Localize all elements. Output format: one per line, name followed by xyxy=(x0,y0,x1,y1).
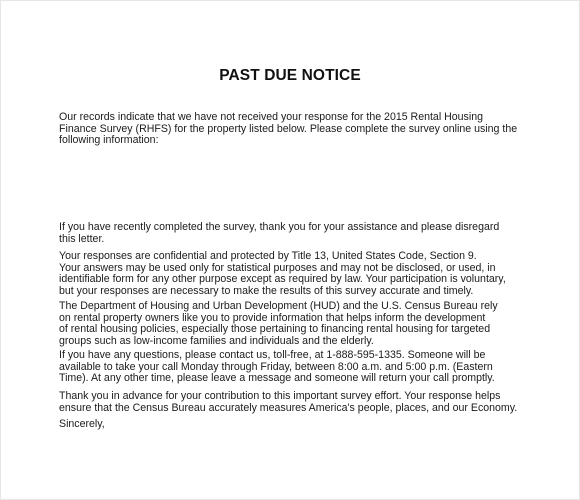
text-line: groups such as low-income families and individuals and the elderly. xyxy=(59,334,374,347)
paragraph-contact xyxy=(59,350,529,385)
closing-salutation: Sincerely, xyxy=(59,418,105,430)
text-line: The Department of Housing and Urban Development (HUD) and the U.S. Census Bureau rely xyxy=(59,300,498,312)
text-line: identifiable form for any other purpose except as required by law. Your participation is voluntary, xyxy=(59,273,506,286)
paragraph-confidential xyxy=(59,251,529,297)
text-line: following information: xyxy=(59,134,159,147)
text-line: Your responses are confidential and protected by Title 13, United States Code, Section 9. xyxy=(59,250,477,262)
text-line: Our records indicate that we have not received your response for the 2015 Rental Housing xyxy=(59,111,483,123)
paragraph-disregard xyxy=(59,222,529,245)
text-line: Time). At any other time, please leave a message and someone will return your call promptly. xyxy=(59,372,495,385)
text-line: on rental property owners like you to provide information that helps inform the development xyxy=(59,311,486,324)
text-line: Finance Survey (RHFS) for the property listed below. Please complete the survey online using the xyxy=(59,122,518,135)
text-line: ensure that the Census Bureau accurately measures America's people, places, and our Economy. xyxy=(59,401,518,414)
notice-title: PAST DUE NOTICE xyxy=(219,67,361,84)
text-line: If you have any questions, please contact us, toll-free, at 1-888-595-1335. Someone will be xyxy=(59,349,486,361)
paragraph-records xyxy=(59,112,529,147)
text-line: of rental housing policies, especially those pertaining to financing rental housing for targeted xyxy=(59,323,491,336)
text-line: Your answers may be used only for statistical purposes and may not be disclosed, or used, in xyxy=(59,261,496,274)
text-line: Thank you in advance for your contribution to this important survey effort. Your response helps xyxy=(59,390,501,402)
paragraph-hud xyxy=(59,301,529,347)
text-line: available to take your call Monday through Friday, between 8:00 a.m. and 5:00 p.m. (Eastern xyxy=(59,360,493,373)
text-line: If you have recently completed the survey, thank you for your assistance and please disregard xyxy=(59,221,500,233)
paragraph-thanks xyxy=(59,391,529,414)
text-line: this letter. xyxy=(59,232,105,245)
text-line: but your responses are necessary to make the results of this survey accurate and timely. xyxy=(59,284,474,297)
